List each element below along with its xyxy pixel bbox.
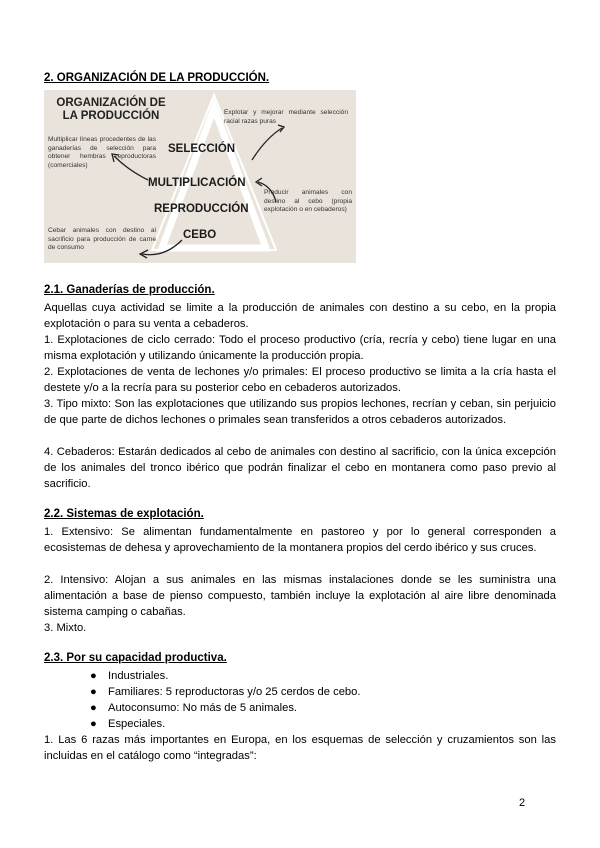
- arrow-seleccion: [252, 128, 282, 160]
- note-reproduccion: Producir animales con destino al cebo (propia explotación o en cebaderos): [264, 189, 352, 214]
- paragraph-2-2-item-2: 2. Intensivo: Alojan a sus animales en las mismas instalaciones donde se les suministra una alimentación a base de pienso compuesto, también incluye la explotación al aire libre denominada sistema camping o cabañas.: [44, 574, 556, 618]
- paragraph-2-1-item-3: 3. Tipo mixto: Son las explotaciones que utilizando sus propios lechones, recrían y ceban, sin perjuicio de que parte de dichos lechones o primales sean transferidos a otros cebaderos autorizados.: [44, 398, 556, 426]
- bullet-icon: ●: [90, 702, 97, 714]
- subsection-title-2-1: 2.1. Ganaderías de producción.: [44, 284, 215, 296]
- document-page: 2. ORGANIZACIÓN DE LA PRODUCCIÓN. ORGANIZACIÓN DE LA PRODUCCIÓN SELECCIÓN MULTIPLICACIÓN REPRODUCCIÓN CEBO Explotar y mejorar mediante selección racial razas puras Multiplicar líneas procedentes de las ganaderías de selección para obtener hembras reproductoras (comerciales) Producir animales con destino al cebo (propia explotación o en cebaderos) Cebar animales con destino al sacrificio para producción de carne de consumo 2.1. Ganaderías de producción. Aquellas cuya actividad se limite a la producción de animales con destino a su cebo, en la propia explotación o para su venta a cebaderos. 1. Explotaciones de ciclo cerrado: Todo el proceso productivo (cría, recría y cebo) tiene lugar en una misma explotación y utilizando únicamente la producción propia. 2. Explotaciones de venta de lechones y/o primales: El proceso productivo se limita a la cría hasta el destete y/o a la recría para su posterior cebo en cebaderos autorizados. 3. Tipo mixto: Son las explotaciones que utilizando sus propios lechones, recrían y ceban, sin perjuicio de que parte de dichos lechones o primales sean transferidos a otros cebaderos autorizados. 4. Cebaderos: Estarán dedicados al cebo de animales con destino al sacrificio, con la única excepción de los animales del tronco ibérico que podrán finalizar el cebo en montanera como paso previo al sacrificio. 2.2. Sistemas de explotación. 1. Extensivo: Se alimentan fundamentalmente en pastoreo y por lo general corresponden a ecosistemas de dehesa y aprovechamiento de la montanera propios del cerdo ibérico y sus cruces. 2. Intensivo: Alojan a sus animales en las mismas instalaciones donde se les suministra una alimentación a base de pienso compuesto, también incluye la explotación al aire libre denominada sistema camping o cabañas. 3. Mixto. 2.3. Por su capacidad productiva. ● Industriales. ● Familiares: 5 reproductoras y/o 25 cerdos de cebo. ● Autoconsumo: No más de 5 animales. ● Especiales. 1. Las 6 razas más importantes en Europa, en los esquemas de selección y cruzamientos son las incluidas en el catálogo como “integradas”: 2: [44, 72, 556, 809]
- subsection-title-2-2: 2.2. Sistemas de explotación.: [44, 508, 204, 520]
- level-reproduccion: REPRODUCCIÓN: [154, 203, 249, 215]
- page-number: 2: [519, 797, 526, 809]
- paragraph-2-1-item-1: 1. Explotaciones de ciclo cerrado: Todo el proceso productivo (cría, recría y cebo) tiene lugar en una misma explotación y utilizando únicamente la producción propia.: [44, 334, 556, 362]
- figure-title: ORGANIZACIÓN DE LA PRODUCCIÓN: [56, 97, 166, 122]
- paragraph-2-2-item-1: 1. Extensivo: Se alimentan fundamentalmente en pastoreo y por lo general corresponden a ecosistemas de dehesa y aprovechamiento de la montanera propios del cerdo ibérico y sus cruces.: [44, 526, 556, 554]
- level-multiplicacion: MULTIPLICACIÓN: [148, 177, 246, 189]
- level-seleccion: SELECCIÓN: [168, 143, 236, 155]
- paragraph-2-1-intro: Aquellas cuya actividad se limite a la producción de animales con destino a su cebo, en la propia explotación o para su venta a cebaderos.: [44, 302, 556, 330]
- paragraph-2-3-closing: 1. Las 6 razas más importantes en Europa, en los esquemas de selección y cruzamientos son las incluidas en el catálogo como “integradas”:: [44, 734, 556, 762]
- paragraph-2-1-item-4: 4. Cebaderos: Estarán dedicados al cebo de animales con destino al sacrificio, con la única excepción de los animales del tronco ibérico que podrán finalizar el cebo en montanera como paso previo al sacrificio.: [44, 446, 556, 490]
- section-title: 2. ORGANIZACIÓN DE LA PRODUCCIÓN.: [44, 72, 270, 84]
- note-cebo: Cebar animales con destino al sacrificio para producción de carne de consumo: [48, 227, 156, 252]
- subsection-title-2-3: 2.3. Por su capacidad productiva.: [44, 652, 227, 664]
- note-seleccion: Explotar y mejorar mediante selección racial razas puras: [224, 109, 348, 125]
- production-pyramid-figure: [44, 90, 356, 263]
- note-multiplicacion: Multiplicar líneas procedentes de las ganaderías de selección para obtener hembras reproductoras (comerciales): [48, 136, 156, 169]
- bullet-icon: ●: [90, 686, 97, 698]
- bullet-icon: ●: [90, 670, 97, 682]
- paragraph-2-1-item-2: 2. Explotaciones de venta de lechones y/o primales: El proceso productivo se limita a la cría hasta el destete y/o a la recría para su posterior cebo en cebaderos autorizados.: [44, 366, 556, 394]
- level-cebo: CEBO: [183, 229, 217, 241]
- paragraph-2-2-item-3: 3. Mixto.: [44, 622, 87, 634]
- bullet-icon: ●: [90, 718, 97, 730]
